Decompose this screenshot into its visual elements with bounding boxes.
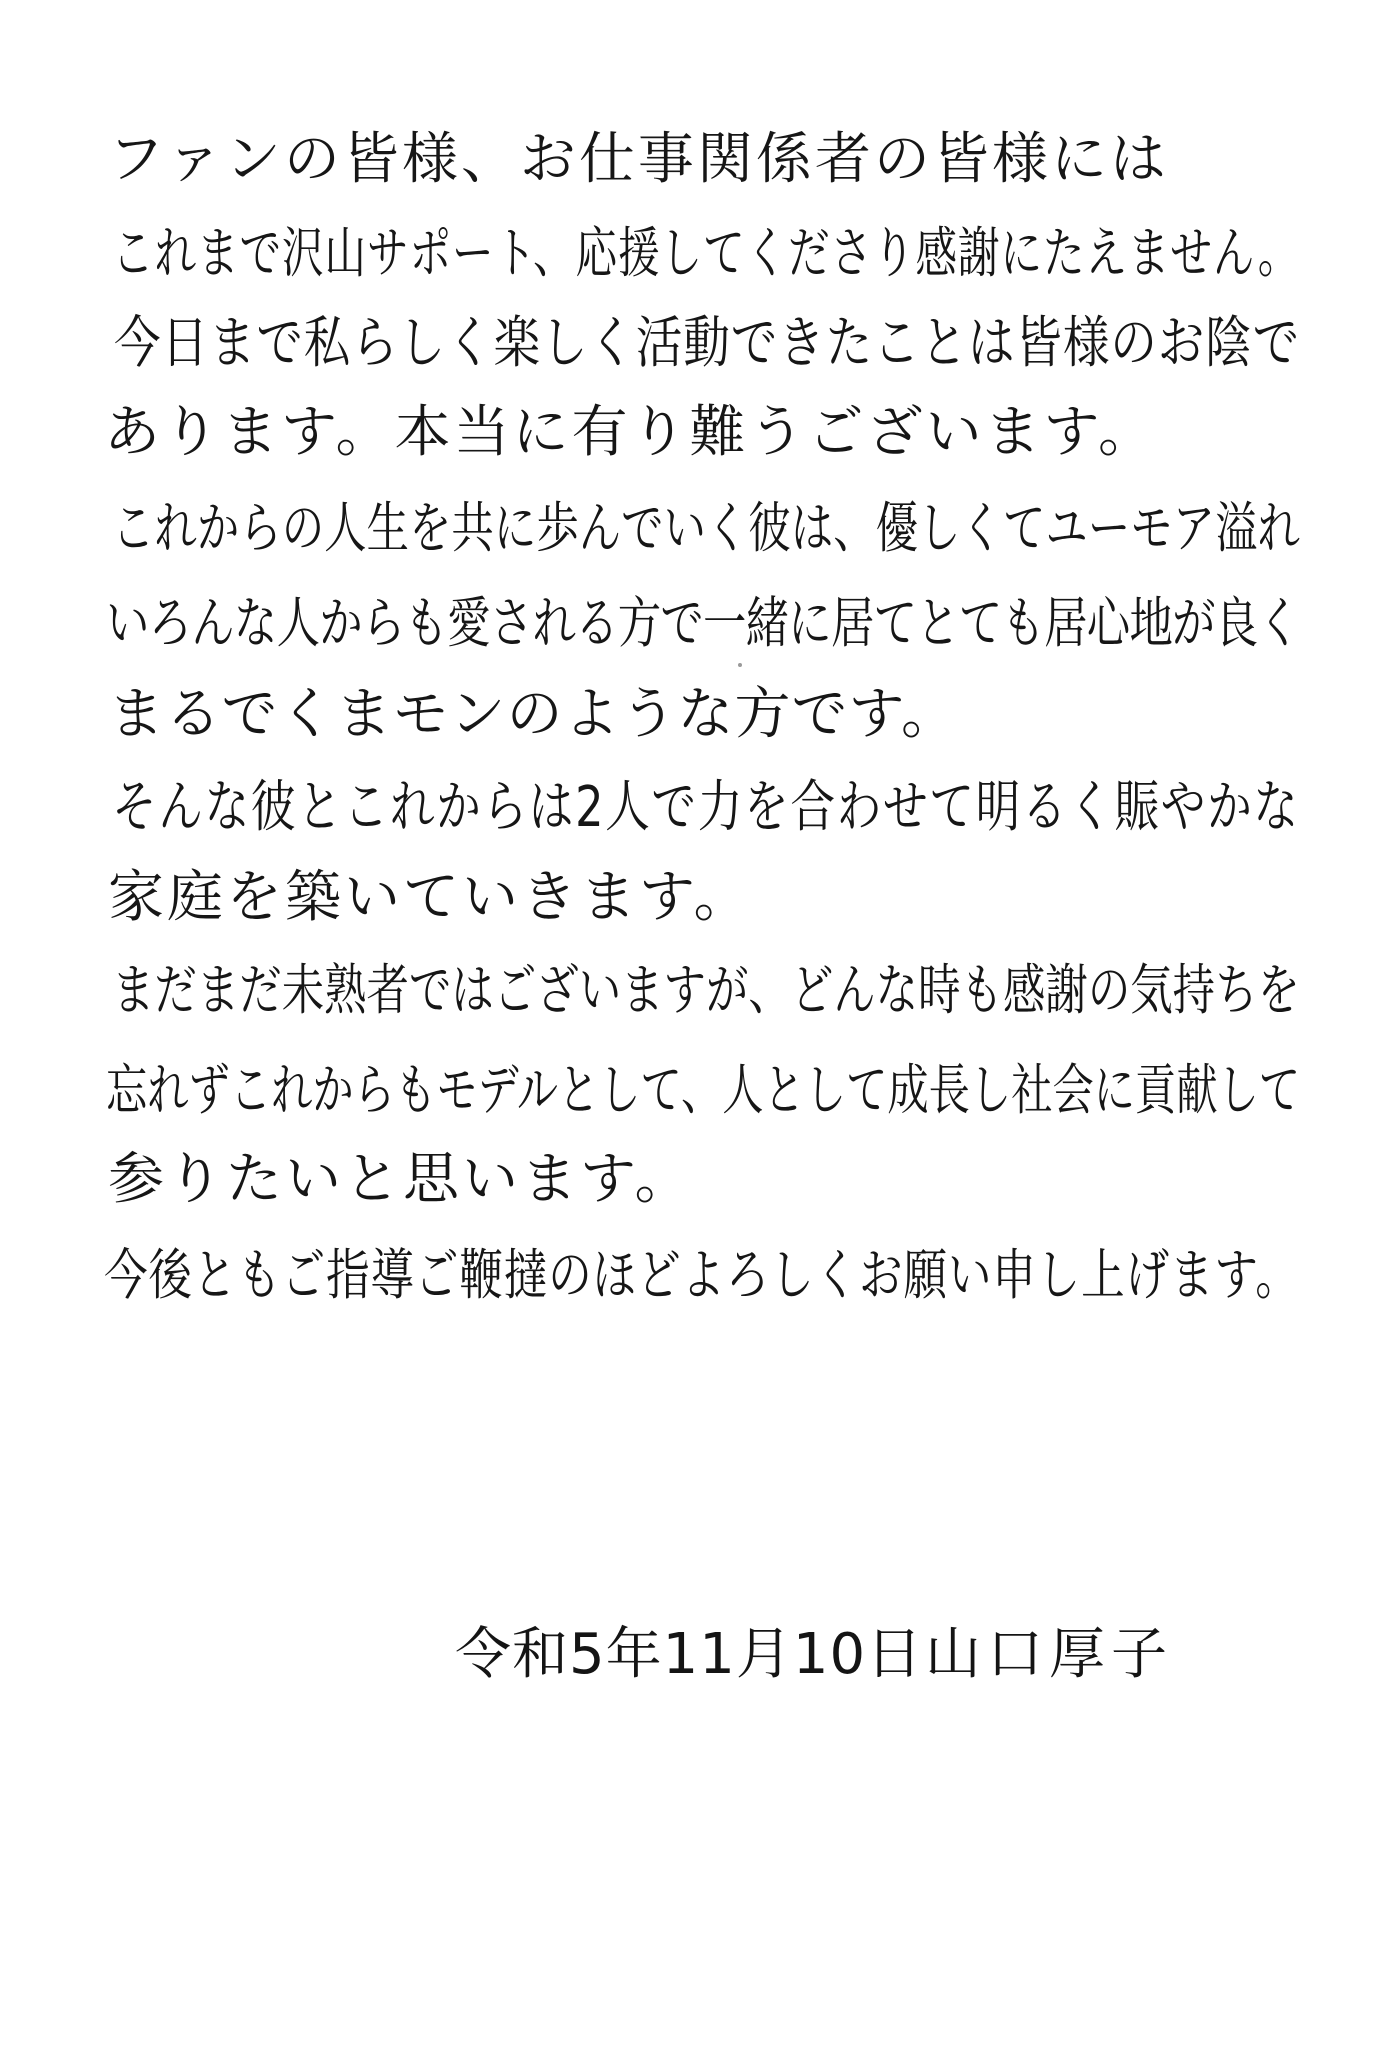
letter-line-4: あります。本当に有り難うございます。 — [104, 400, 1158, 465]
paper-speck — [738, 663, 742, 667]
letter-line-13: 今後ともご指導ご鞭撻のほどよろしくお願い申し上げます。 — [104, 1243, 1300, 1307]
letter-date: 令和5年11月10日 — [455, 1622, 924, 1687]
letter-line-7: まるでくまモンのような方です。 — [108, 682, 958, 747]
letter-line-10: まだまだ未熟者ではございますが、どんな時も感謝の気持ちを — [112, 958, 1300, 1022]
letter-line-2: これまで沢山サポート、応援してくださり感謝にたえません。 — [112, 221, 1301, 285]
letter-line-3: 今日まで私らしく楽しく活動できたことは皆様のお陰で — [114, 311, 1301, 376]
letter-line-1: ファンの皆様、お仕事関係者の皆様には — [108, 127, 1169, 192]
letter-signature: 山口厚子 — [925, 1622, 1173, 1687]
letter-line-8: そんな彼とこれからは2人で力を合わせて明るく賑やかな — [112, 775, 1300, 840]
letter-line-5: これからの人生を共に歩んでいく彼は、優しくてユーモア溢れ — [112, 496, 1300, 560]
letter-line-12: 参りたいと思います。 — [108, 1147, 694, 1212]
letter-line-11: 忘れずこれからもモデルとして、人として成長し社会に貢献して — [106, 1058, 1301, 1122]
letter-line-9: 家庭を築いていきます。 — [108, 865, 753, 930]
letter-line-6: いろんな人からも愛される方で一緒に居てとても居心地が良く — [106, 591, 1301, 655]
